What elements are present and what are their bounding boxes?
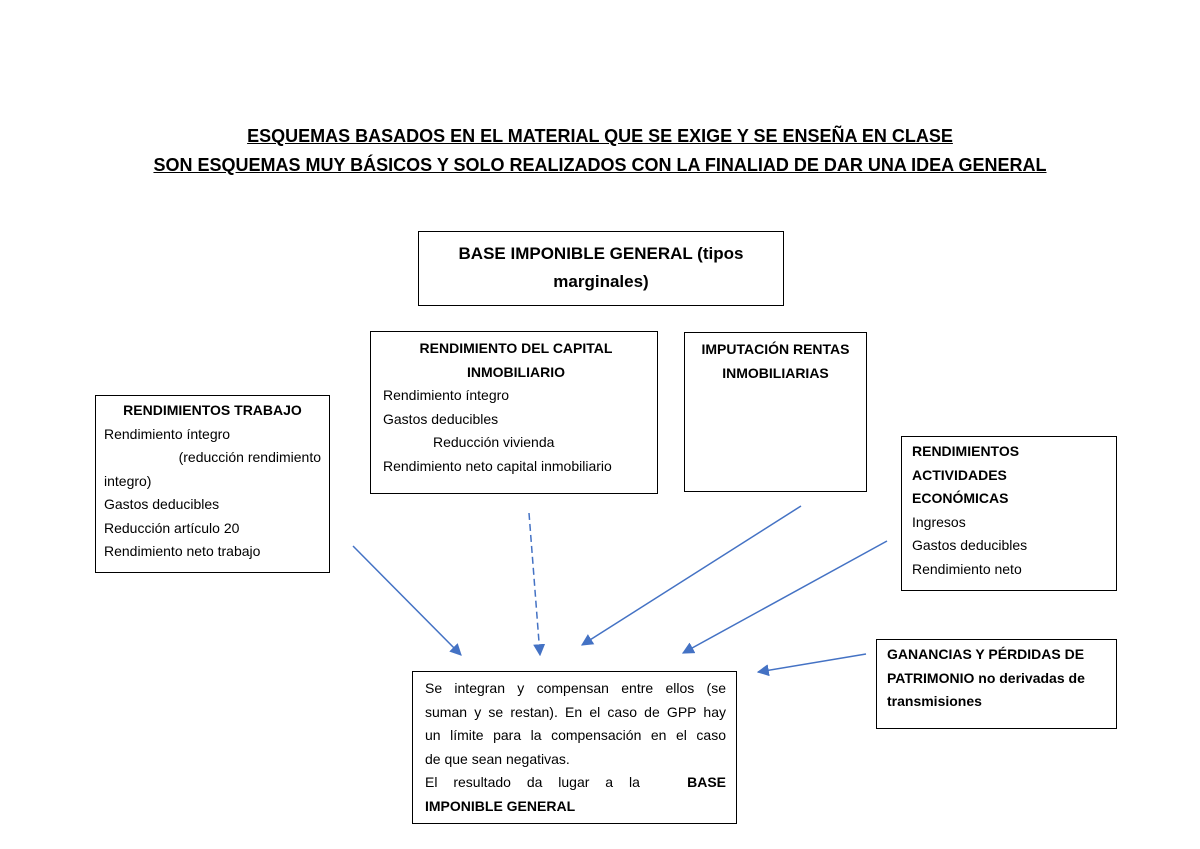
- arrow-capital-inmobiliario: [529, 513, 540, 655]
- ganancias-line-2-bold: PATRIMONIO: [887, 669, 975, 686]
- header-title-line-1: ESQUEMAS BASADOS EN EL MATERIAL QUE SE EXIGE Y SE ENSEÑA EN CLASE: [247, 126, 953, 146]
- resultado-line-5-text: El resultado da lugar a la: [425, 774, 640, 790]
- arrow-trabajo: [353, 546, 461, 655]
- actividades-item: Rendimiento neto: [912, 560, 1022, 577]
- resultado-line: suman y se restan). En el caso de GPP hay: [425, 703, 726, 720]
- actividades-title-line-2: ACTIVIDADES: [912, 466, 1007, 483]
- arrow-imputacion: [582, 506, 801, 645]
- arrow-ganancias: [758, 654, 866, 672]
- trabajo-title: RENDIMIENTOS TRABAJO: [123, 402, 302, 418]
- trabajo-item: (reducción rendimiento: [178, 449, 321, 465]
- capital-item: Rendimiento neto capital inmobiliario: [383, 457, 612, 474]
- trabajo-item: Rendimiento íntegro: [104, 425, 231, 442]
- resultado-line-6: IMPONIBLE GENERAL: [425, 797, 576, 814]
- resultado-line-5-bold: BASE: [687, 774, 726, 790]
- trabajo-item: Reducción artículo 20: [104, 519, 240, 536]
- base-general-line-2: marginales): [553, 272, 649, 291]
- ganancias-line-3: transmisiones: [887, 693, 982, 709]
- ganancias-line-1: GANANCIAS Y PÉRDIDAS DE: [887, 646, 1085, 662]
- ganancias-line-2-rest: no derivadas de: [974, 669, 1085, 686]
- actividades-item: Ingresos: [912, 513, 966, 530]
- actividades-item: Gastos deducibles: [912, 537, 1028, 553]
- arrow-actividades: [683, 541, 887, 653]
- resultado-line: de que sean negativas.: [425, 750, 570, 767]
- trabajo-item: Gastos deducibles: [104, 496, 220, 512]
- capital-title-line-2: INMOBILIARIO: [467, 363, 565, 380]
- base-general-line-1: BASE IMPONIBLE GENERAL (tipos: [458, 244, 744, 263]
- header-title-line-2: SON ESQUEMAS MUY BÁSICOS Y SOLO REALIZADOS CON LA FINALIAD DE DAR UNA IDEA GENERAL: [153, 155, 1047, 175]
- resultado-line: Se integran y compensan entre ellos (se: [425, 680, 726, 696]
- imputacion-title-line-2: INMOBILIARIAS: [722, 364, 829, 381]
- actividades-title-line-3: ECONÓMICAS: [912, 490, 1009, 506]
- actividades-title-line-1: RENDIMIENTOS: [912, 443, 1020, 459]
- capital-item: Gastos deducibles: [383, 410, 499, 427]
- capital-item: Reducción vivienda: [433, 434, 555, 450]
- trabajo-item: integro): [104, 472, 152, 489]
- imputacion-title-line-1: IMPUTACIÓN RENTAS: [701, 341, 850, 357]
- capital-item: Rendimiento íntegro: [383, 387, 510, 403]
- resultado-line: un límite para la compensación en el caso: [425, 727, 726, 743]
- trabajo-item: Rendimiento neto trabajo: [104, 543, 261, 559]
- capital-title-line-1: RENDIMIENTO DEL CAPITAL: [419, 340, 613, 356]
